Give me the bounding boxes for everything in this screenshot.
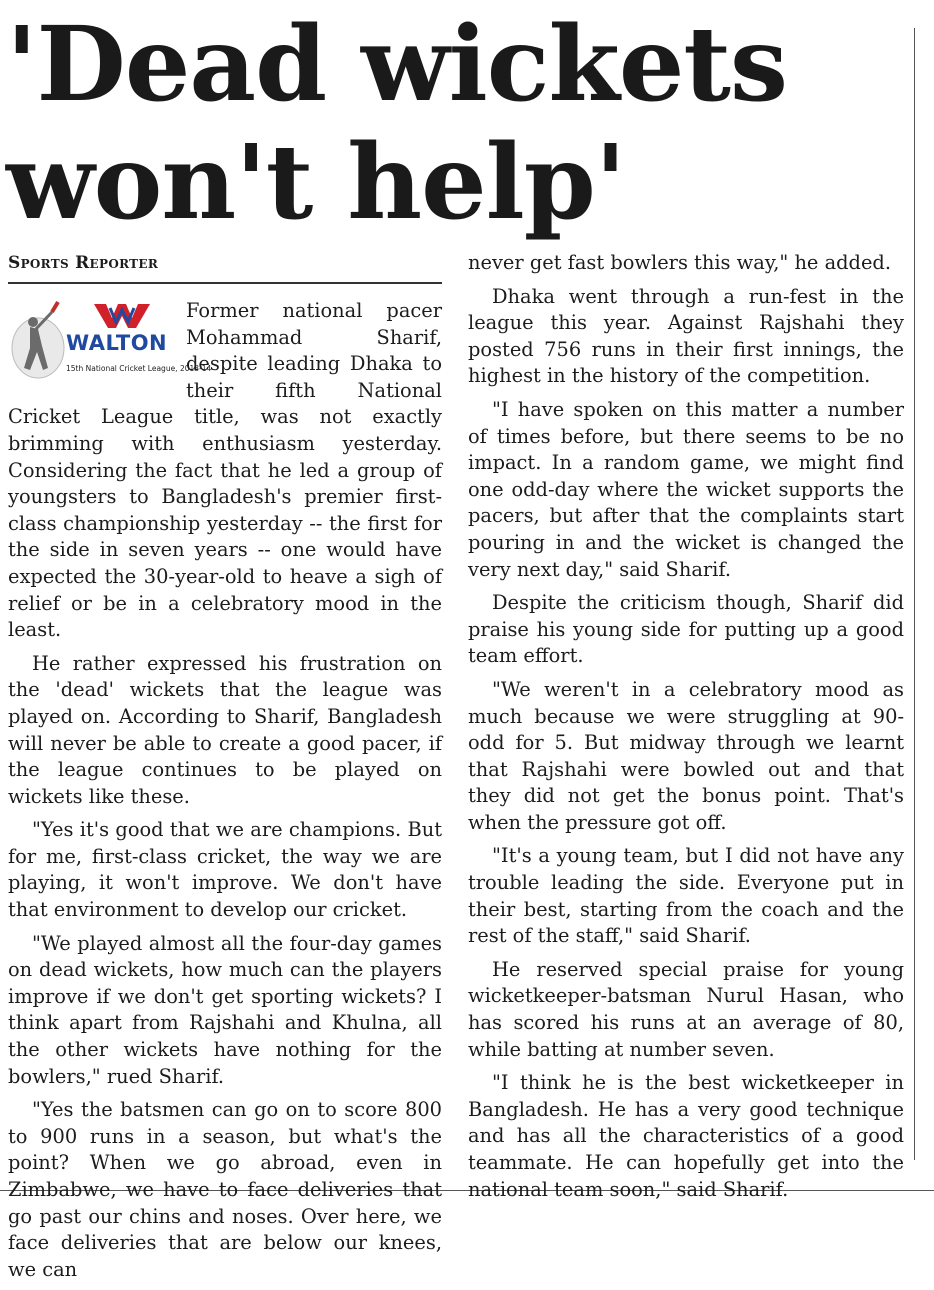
byline: Sports Reporter xyxy=(8,253,159,273)
paragraph-5: "Yes the batsmen can go on to score 800 to 900 runs in a season, but what's the point? When we go abroad, even in Zimbabwe, we have to face deliveries that go past our chins and noses. Over here, we face deliveries that are below our knees, we can xyxy=(8,1098,442,1281)
byline-rule xyxy=(8,282,442,284)
paragraph-10: "We weren't in a celebratory mood as much because we were struggling at 90-odd for 5. But midway through we learnt that Rajshahi were bowled out and that they did not get the bonus point. That's when the pressure got off. xyxy=(468,677,904,834)
walton-ncl-logo xyxy=(8,298,212,384)
article-column-2 xyxy=(468,250,904,1210)
column-rule-right xyxy=(914,28,915,1160)
paragraph-7: Dhaka went through a run-fest in the league this year. Against Rajshahi they posted 756 runs in their first innings, the highest in the history of the competition. xyxy=(468,284,904,388)
paragraph-1: Former national pacer Mohammad Sharif, despite leading Dhaka to their fifth National Cricket League title, was not exactly brimming with enthusiasm yesterday. Considering the fact that he led a group of youngsters to Bangladesh's premier first-class championship yesterday -- the first for the side in seven years -- one would have expected the 30-year-old to heave a sigh of relief or be in a celebratory mood in the least. xyxy=(8,299,442,642)
paragraph-12: He reserved special praise for young wicketkeeper-batsman Nurul Hasan, who has scored his runs at an average of 80, while batting at number seven. xyxy=(468,957,904,1061)
headline: 'Dead wickets won't help' xyxy=(6,4,787,243)
article-column-1 xyxy=(8,250,442,1290)
logo-caption: 15th National Cricket League, 2013-14 xyxy=(66,364,212,373)
paragraph-6: never get fast bowlers this way," he added. xyxy=(468,251,892,274)
paragraph-13: "I think he is the best wicketkeeper in Bangladesh. He has a very good technique and has all the characteristics of a good teammate. He can hopefully get into the national team soon," said Sharif. xyxy=(468,1071,904,1201)
paragraph-11: "It's a young team, but I did not have any trouble leading the side. Everyone put in their best, starting from the coach and the rest of the staff," said Sharif. xyxy=(468,844,904,948)
paragraph-8: "I have spoken on this matter a number of times before, but there seems to be no impact. In a random game, we might find one odd-day where the wicket supports the pacers, but after that the complaints start pouring in and the wicket is changed the very next day," said Sharif. xyxy=(468,397,904,581)
paragraph-2: He rather expressed his frustration on the 'dead' wickets that the league was played on. According to Sharif, Bangladesh will never be able to create a good pacer, if the league continues to be played on wickets like these. xyxy=(8,651,442,808)
cricketer-silhouette-icon xyxy=(8,298,68,384)
lead-block xyxy=(8,298,442,644)
paragraph-9: Despite the criticism though, Sharif did praise his young side for putting up a good team effort. xyxy=(468,591,904,668)
logo-brand-text: WALTON xyxy=(66,331,168,355)
paragraph-4: "We played almost all the four-day games on dead wickets, how much can the players improve if we don't get sporting wickets? I think apart from Rajshahi and Khulna, all the other wickets have nothing for the bowlers," rued Sharif. xyxy=(8,931,442,1088)
paragraph-3: "Yes it's good that we are champions. But for me, first-class cricket, the way we are playing, it won't improve. We don't have that environment to develop our cricket. xyxy=(8,818,442,922)
walton-w-icon xyxy=(92,300,152,330)
